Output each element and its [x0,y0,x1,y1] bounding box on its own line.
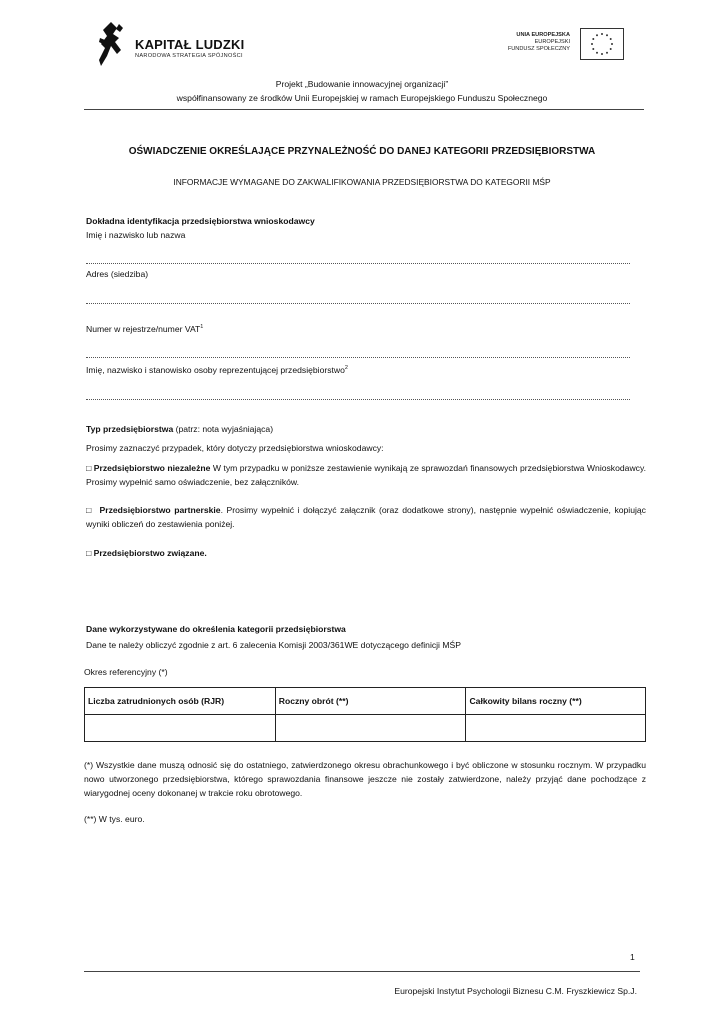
field-representative-line[interactable] [86,399,630,400]
type-heading: Typ przedsiębiorstwa (patrz: nota wyjaśniająca) [86,424,274,434]
project-line-2: współfinansowany ze środków Unii Europejskiej w ramach Europejskiego Funduszu Społecznego [176,93,548,103]
field-register-label: Numer w rejestrze/numer VAT$^1$ [86,324,204,334]
eu-flag-icon [580,28,624,60]
eu-line2: EUROPEJSKI [534,39,570,45]
header-balance: Całkowity bilans roczny (**) [466,688,646,715]
field-representative-label: Imię, nazwisko i stanowisko osoby reprezentującej przedsiębiorstwo$^2$ [86,365,348,375]
option-partner-checkbox[interactable]: □ [86,505,93,515]
value-employees[interactable] [85,715,276,742]
data-heading: Dane wykorzystywane do określenia kategorii przedsiębiorstwa [86,624,346,634]
header-rule [84,109,644,110]
category-data-table [84,687,646,742]
footnote-ref-2: 2 [344,365,348,372]
option-partner-text: . Prosimy wypełnić i dołączyć załącznik (oraz dodatkowe strony), następnie wypełnić oświadczenie, kopiując wyniki obliczeń do zestawienia poniżej. [86,505,646,529]
identification-heading: Dokładna identyfikacja przedsiębiorstwa wnioskodawcy [86,216,315,226]
footer-rule [84,971,640,972]
page-number: 1 [630,952,635,962]
footnote-ref-1: 1 [200,324,204,331]
field-name-line[interactable] [86,263,630,264]
footnote-1 [84,758,646,800]
option-independent-checkbox[interactable]: □ [86,463,92,473]
table-header-row [85,688,646,715]
type-instruction: Prosimy zaznaczyć przypadek, który dotyczy przedsiębiorstwa wnioskodawcy: [86,443,384,453]
option-independent [86,461,646,489]
table-value-row [85,715,646,742]
reference-period: Okres referencyjny (*) [84,667,168,677]
value-turnover[interactable] [275,715,466,742]
eu-line1: UNIA EUROPEJSKA [516,32,570,38]
document-subtitle: INFORMACJE WYMAGANE DO ZAKWALIFIKOWANIA PRZEDSIĘBIORSTWA DO KATEGORII MŚP [173,177,551,187]
option-independent-text: W tym przypadku w poniższe zestawienie wynikają ze sprawozdań finansowych przedsiębiorstwa Wnioskodawcy. Prosimy wypełnić samo oświadczenie, bez załączników. [86,463,646,487]
footnote-1-marker: (*) [84,760,94,770]
header-turnover: Roczny obrót (**) [275,688,466,715]
field-register-line[interactable] [86,357,630,358]
document-title: OŚWIADCZENIE OKREŚLAJĄCE PRZYNALEŻNOŚĆ DO DANEJ KATEGORII PRZEDSIĘBIORSTWA [128,146,596,157]
eu-logo [500,28,626,62]
footnote-1-text: Wszystkie dane muszą odnosić się do ostatniego, zatwierdzonego okresu obrachunkowego i być obliczone w stosunku rocznym. W przypadku nowo utworzonego przedsiębiorstwa, którego sprawozdania finansowe jeszcze nie zostały zatwierdzone, należy przyjąć dane pochodzące z wiarygodnej oceny dokonanej w trakcie roku obrotowego. [84,760,646,798]
field-name-label: Imię i nazwisko lub nazwa [86,230,186,240]
option-partner [86,503,646,531]
footnote-2: (**) W tys. euro. [84,814,145,824]
project-line-1: Projekt „Budowanie innowacyjnej organizacji” [275,79,449,89]
footer-publisher: Europejski Instytut Psychologii Biznesu C.M. Fryszkiewicz Sp.J. [394,986,637,996]
data-instruction: Dane te należy obliczyć zgodnie z art. 6 zalecenia Komisji 2003/361WE dotyczącego definicji MŚP [86,640,461,650]
header-employees: Liczba zatrudnionych osób (RJR) [85,688,276,715]
field-address-label: Adres (siedziba) [86,269,149,279]
option-linked-label: Przedsiębiorstwo związane. [93,548,207,558]
field-address-line[interactable] [86,303,630,304]
kapital-ludzki-figure-icon [97,20,129,68]
eu-line3: FUNDUSZ SPOŁECZNY [507,46,570,52]
logo-tagline: NARODOWA STRATEGIA SPÓJNOŚCI [135,53,243,59]
logo-name: KAPITAŁ LUDZKI [135,37,245,52]
option-linked [86,546,646,560]
option-independent-label: Przedsiębiorstwo niezależne [93,463,211,473]
option-linked-checkbox[interactable]: □ [86,548,92,558]
kapital-ludzki-logo [97,20,257,68]
value-balance[interactable] [466,715,646,742]
option-partner-label: Przedsiębiorstwo partnerskie [99,505,221,515]
